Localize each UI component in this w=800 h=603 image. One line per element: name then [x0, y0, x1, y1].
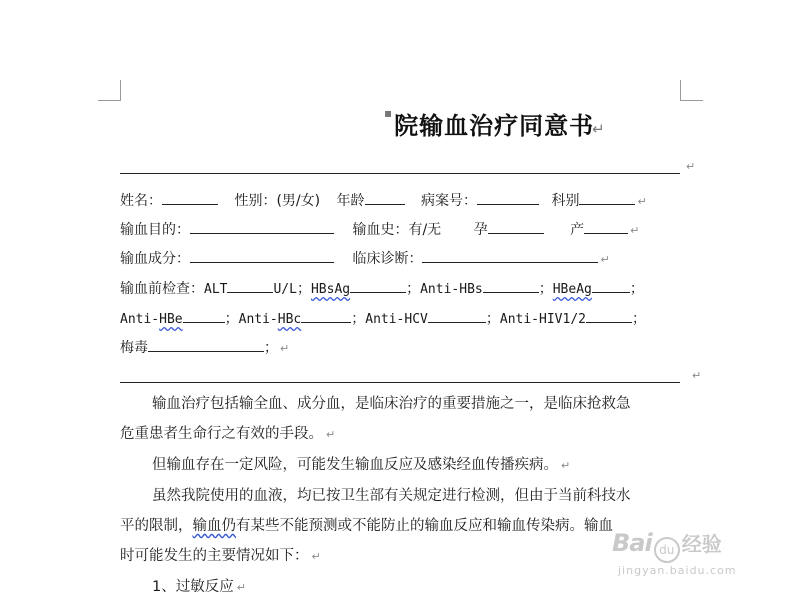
name-field[interactable]	[162, 191, 218, 205]
paragraph-1-cont	[120, 419, 685, 450]
paragraph-mark-icon: ↵	[280, 342, 290, 355]
hbsag-label: HBsAg	[310, 282, 351, 297]
text-line: 有某些不能预测或不能防止的输血反应和输血传染病。输血	[236, 518, 613, 534]
anti-hcv-label: Anti-HCV	[365, 312, 428, 327]
form-row-pretest	[120, 279, 644, 299]
anti-hbe-label: Anti-HBe	[120, 312, 183, 327]
text-line: 危重患者生命行之有效的手段。	[120, 426, 323, 442]
text-line: 时可能发生的主要情况如下：	[120, 548, 309, 564]
text-line: 但输血存在一定风险，可能发生输血反应及感染经血传播疾病。	[152, 457, 558, 473]
anti-hcv-field[interactable]	[428, 309, 486, 323]
hbeag-label: HBeAg	[552, 282, 592, 297]
text-line: 平的限制，	[120, 518, 193, 534]
paragraph-mark-icon: ↵	[236, 581, 246, 594]
purpose-field[interactable]	[190, 220, 334, 234]
list-item-allergy	[120, 572, 685, 603]
record-number-label: 病案号：	[421, 193, 477, 209]
separator: ；	[629, 281, 644, 297]
crop-mark-top-right	[680, 80, 703, 101]
paragraph-mark-icon: ↵	[326, 428, 336, 441]
baidu-jingyan-watermark	[612, 528, 737, 577]
separator: ；	[224, 311, 239, 327]
department-label: 科别	[551, 193, 580, 209]
hbeag-field[interactable]	[592, 279, 630, 293]
form-row-purpose	[120, 220, 639, 240]
divider-bottom	[120, 382, 680, 383]
age-label: 年龄	[336, 193, 365, 209]
anchor-icon: ▪	[384, 106, 394, 120]
pretest-label: 输血前检查：	[120, 281, 204, 297]
pregnancy-label: 孕	[473, 222, 488, 238]
alt-label: ALT	[204, 282, 228, 297]
separator: ；	[631, 311, 646, 327]
alt-field[interactable]	[227, 279, 273, 293]
separator: ；	[351, 311, 366, 327]
age-field[interactable]	[365, 191, 405, 205]
anti-hbs-field[interactable]	[483, 279, 539, 293]
paragraph-1	[120, 389, 685, 419]
paragraph-mark-icon: ↵	[692, 369, 702, 382]
paragraph-3-cont	[120, 511, 685, 541]
watermark-cn-text: 经验	[681, 532, 722, 556]
history-label: 输血史：有/无	[352, 222, 442, 238]
text-line: 1、过敏反应	[152, 579, 234, 595]
page-title	[384, 106, 606, 141]
department-field[interactable]	[579, 191, 635, 205]
anti-hbe-field[interactable]	[183, 309, 225, 323]
separator: ；	[538, 281, 553, 297]
separator: ；	[485, 311, 500, 327]
paragraph-mark-icon: ↵	[686, 160, 696, 173]
paragraph-2	[120, 450, 685, 481]
form-row-component	[120, 249, 610, 269]
form-row-antibodies	[120, 309, 646, 329]
paragraph-mark-icon: ↵	[561, 459, 571, 472]
purpose-label: 输血目的：	[120, 222, 190, 238]
separator: ；	[264, 340, 278, 356]
diagnosis-field[interactable]	[422, 249, 598, 263]
gender-label: 性别：(男/女)	[234, 193, 321, 209]
pregnancy-field[interactable]	[488, 220, 544, 234]
paw-icon: du	[654, 537, 680, 563]
separator: ；	[296, 281, 311, 297]
crop-mark-top-left	[98, 80, 121, 101]
anti-hiv-label: Anti-HIV1/2	[499, 312, 586, 327]
paragraph-mark-icon: ↵	[637, 195, 647, 208]
title-text: 院输血治疗同意书	[394, 112, 595, 140]
syphilis-field[interactable]	[148, 338, 264, 352]
paragraph-mark-icon: ↵	[630, 224, 640, 237]
anti-hiv-field[interactable]	[586, 309, 632, 323]
watermark-url: jingyan.baidu.com	[618, 564, 737, 577]
body-text	[120, 389, 685, 603]
alt-unit: U/L	[273, 282, 297, 297]
hbsag-field[interactable]	[350, 279, 406, 293]
text-line: 虽然我院使用的血液，均已按卫生部有关规定进行检测，但由于当前科技水	[152, 488, 631, 504]
component-field[interactable]	[190, 249, 334, 263]
form-row-patient	[120, 191, 647, 211]
separator: ；	[406, 281, 421, 297]
anti-hbs-label: Anti-HBs	[420, 282, 483, 297]
form-row-syphilis	[120, 338, 289, 358]
text-line: 输血仍	[192, 518, 236, 534]
component-label: 输血成分：	[120, 251, 190, 267]
birth-label: 产	[570, 222, 585, 238]
paragraph-3-end	[120, 541, 685, 572]
text-line: 输血治疗包括输全血、成分血，是临床治疗的重要措施之一，是临床抢救急	[152, 396, 631, 412]
paragraph-mark-icon: ↵	[592, 120, 606, 138]
anti-hbc-label: Anti-HBc	[238, 312, 302, 327]
syphilis-label: 梅毒	[120, 340, 148, 356]
watermark-logo-text: Bai	[612, 529, 652, 557]
name-label: 姓名：	[120, 193, 162, 209]
birth-field[interactable]	[584, 220, 628, 234]
diagnosis-label: 临床诊断：	[352, 251, 423, 267]
anti-hbc-field[interactable]	[301, 309, 351, 323]
divider-top	[120, 173, 680, 174]
paragraph-mark-icon: ↵	[311, 550, 321, 563]
paragraph-mark-icon: ↵	[600, 253, 610, 266]
record-number-field[interactable]	[477, 191, 539, 205]
paragraph-3	[120, 481, 685, 511]
